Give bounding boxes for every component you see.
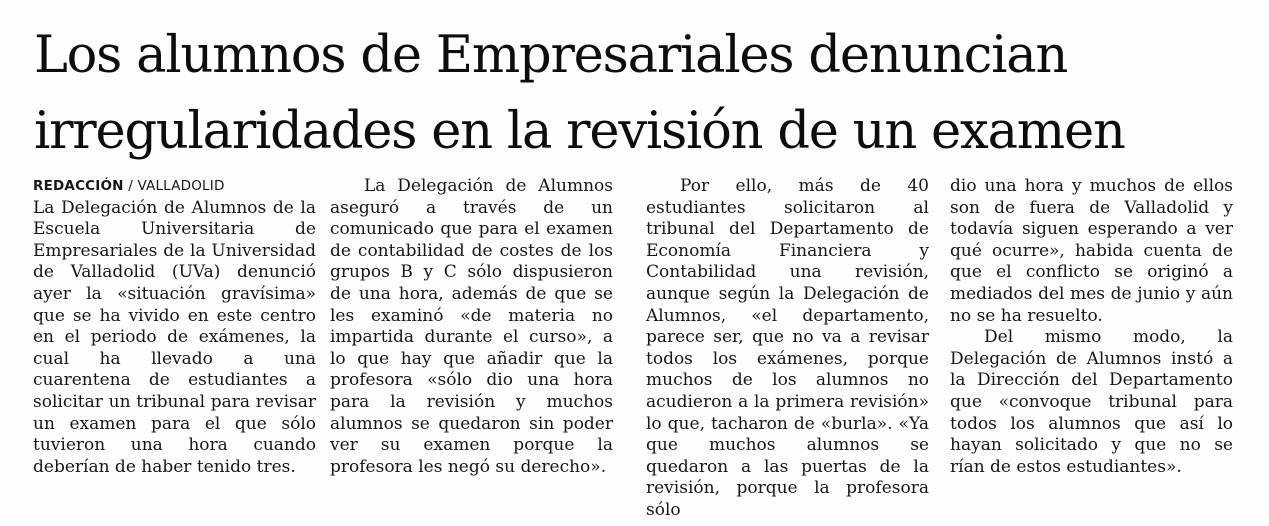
article-column-2 [330,176,613,478]
byline-separator: / [128,178,133,194]
byline [33,176,316,198]
article-paragraph: La Delegación de Alumnos de la Escuela Universitaria de Empresariales de la Universidad de Valladolid (UVa) denunció ayer la «situación gravísima» que se ha vivido en este centro en el periodo de exámenes, la cual ha llevado a una cuarentena de estudiantes a solicitar un tribunal para revisar un examen para el que sólo tuvieron una hora cuando deberían de haber tenido tres. [33,197,316,477]
headline-line-2: irregularidades en la revisión de un examen [34,102,1125,161]
byline-location: VALLADOLID [137,178,225,194]
article-column-1 [33,176,316,478]
article-paragraph: La Delegación de Alumnos aseguró a través de un comunicado que para el examen de contabilidad de costes de los grupos B y C sólo dispusieron de una hora, además de que se les examinó «de materia no impartida durante el curso», a lo que hay que añadir que la profesora «sólo dio una hora para la revisión y muchos alumnos se quedaron sin poder ver su examen porque la profesora les negó su derecho». [330,176,613,477]
article-column-3 [646,176,929,522]
article-paragraph: dio una hora y muchos de ellos son de fuera de Valladolid y todavía siguen esperando a ver qué ocurre», habida cuenta de que el conflicto se originó a mediados del mes de junio y aún no se ha resuelto. [950,176,1233,326]
headline-line-1: Los alumnos de Empresariales denuncian [34,26,1068,85]
article-headline [34,18,1234,170]
article-paragraph: Del mismo modo, la Delegación de Alumnos instó a la Dirección del Departamento que «convoque tribunal para todos los alumnos que así lo hayan solicitado y que no se rían de estos estudiantes». [950,327,1233,477]
article-paragraph: Por ello, más de 40 estudiantes solicitaron al tribunal del Departamento de Economía Financiera y Contabilidad una revisión, aunque según la Delegación de Alumnos, «el departamento, parece ser, que no va a revisar todos los exámenes, porque muchos de los alumnos no acudieron a la primera revisión» lo que, tacharon de «burla». «Ya que muchos alumnos se quedaron a las puertas de la revisión, porque la profesora sólo [646,176,929,520]
byline-author: REDACCIÓN [33,178,124,194]
article-column-4 [950,176,1233,478]
